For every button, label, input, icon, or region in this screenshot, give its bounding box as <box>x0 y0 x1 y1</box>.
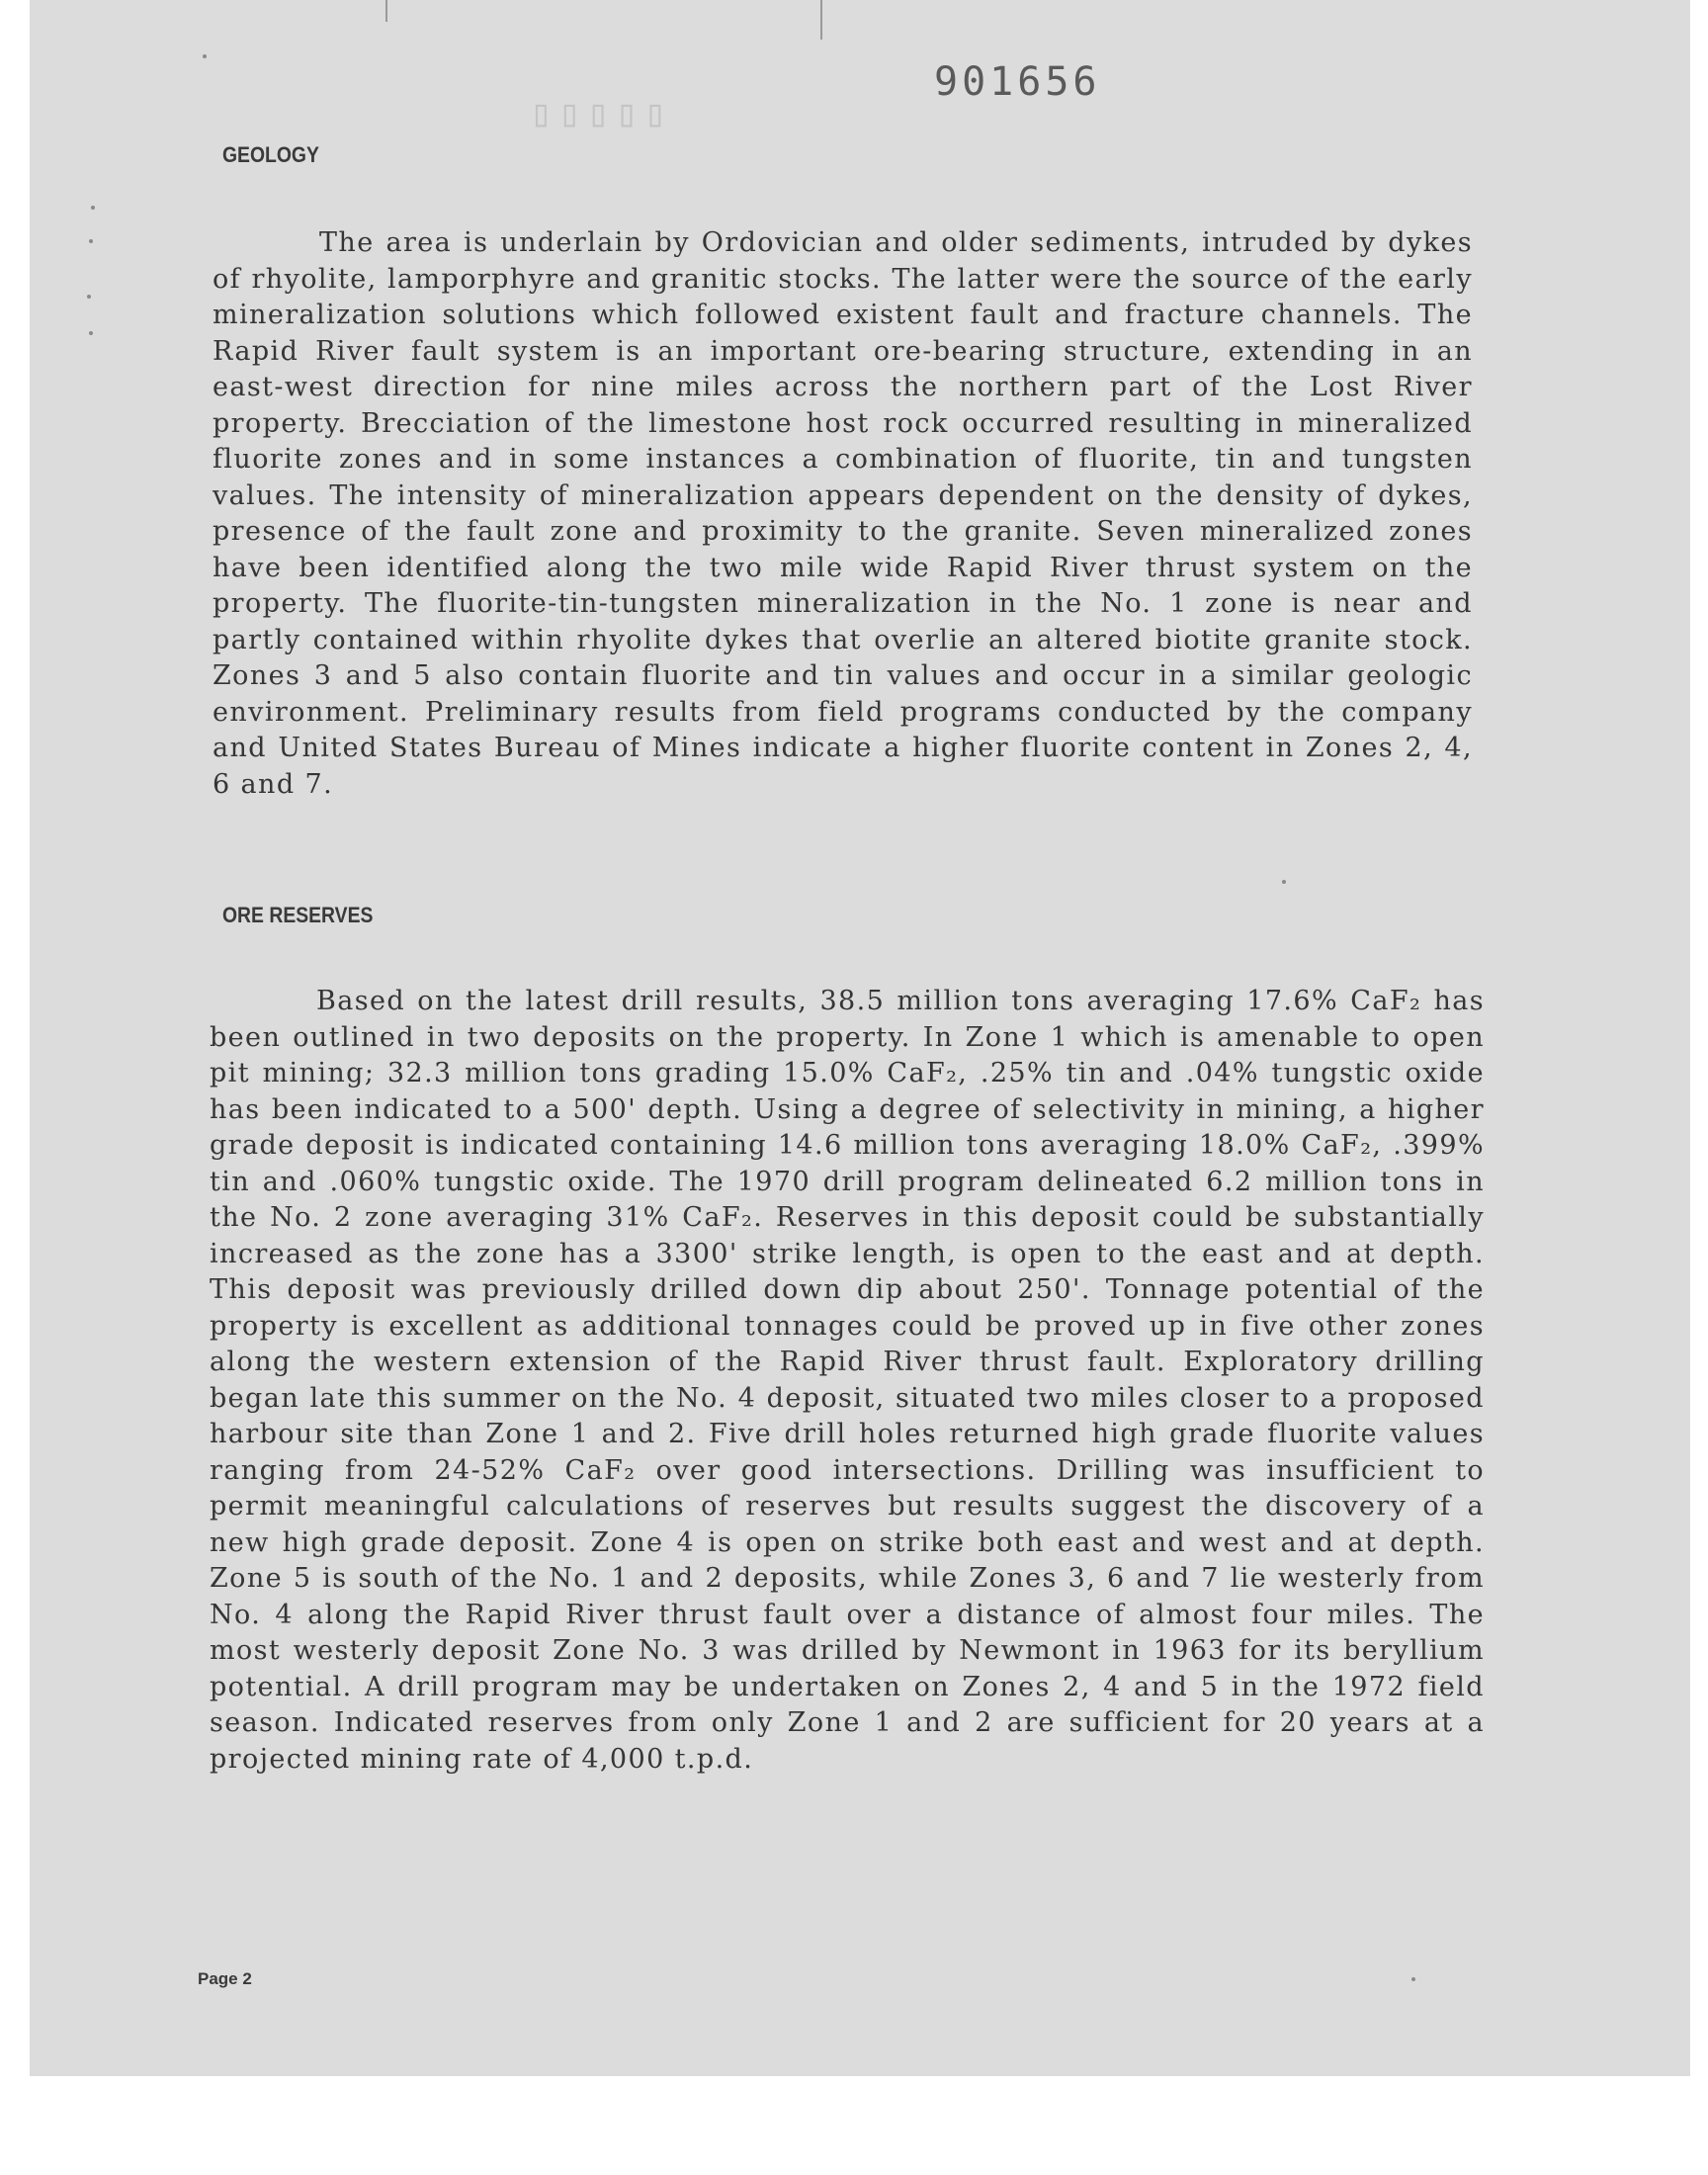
scan-speck <box>91 206 95 210</box>
scan-speck <box>87 295 91 299</box>
scanned-page <box>30 0 1690 2076</box>
ore-reserves-paragraph: Based on the latest drill results, 38.5 million tons averaging 17.6% CaF₂ has been outlined in two deposits on the property. In Zone 1 which is amenable to open pit mining; 32.3 million tons grading 15.0% CaF₂, .25% tin and .04% tungstic oxide has been indicated to a 500' depth. Using a degree of selectivity in mining, a higher grade deposit is indicated containing 14.6 million tons averaging 18.0% CaF₂, .399% tin and .060% tungstic oxide. The 1970 drill program delineated 6.2 million tons in the No. 2 zone averaging 31% CaF₂. Reserves in this deposit could be substantially increased as the zone has a 3300' strike length, is open to the east and at depth. This deposit was previously drilled down dip about 250'. Tonnage potential of the property is excellent as additional tonnages could be proved up in five other zones along the western extension of the Rapid River thrust fault. Exploratory drilling began late this summer on the No. 4 deposit, situated two miles closer to a proposed harbour site than Zone 1 and 2. Five drill holes returned high grade fluorite values ranging from 24-52% CaF₂ over good intersections. Drilling was insufficient to permit meaningful calculations of reserves but results suggest the discovery of a new high grade deposit. Zone 4 is open on strike both east and west and at depth. Zone 5 is south of the No. 1 and 2 deposits, while Zones 3, 6 and 7 lie westerly from No. 4 along the Rapid River thrust fault over a distance of almost four miles. The most westerly deposit Zone No. 3 was drilled by Newmont in 1963 for its beryllium potential. A drill program may be undertaken on Zones 2, 4 and 5 in the 1972 field season. Indicated reserves from only Zone 1 and 2 are sufficient for 20 years at a projected mining rate of 4,000 t.p.d. <box>210 986 1485 1775</box>
section-heading-geology: GEOLOGY <box>222 142 319 167</box>
scan-speck <box>1411 1977 1415 1981</box>
scan-speck <box>1282 880 1286 884</box>
bleed-through-number: ▯▯▯▯▯ <box>524 91 667 134</box>
staple-mark <box>820 0 822 40</box>
scan-speck <box>89 331 93 335</box>
section-heading-ore-reserves: ORE RESERVES <box>222 903 374 927</box>
staple-mark <box>385 0 387 22</box>
geology-paragraph: The area is underlain by Ordovician and older sediments, intruded by dykes of rhyolite, lamporphyre and granitic stocks. The latter were the source of the early mineralization solutions which followed existent fault and fracture channels. The Rapid River fault system is an important ore-bearing structure, extending in an east-west direction for nine miles across the northern part of the Lost River property. Brecciation of the limestone host rock occurred resulting in mineralized fluorite zones and in some instances a combination of fluorite, tin and tungsten values. The intensity of mineralization appears dependent on the density of dykes, presence of the fault zone and proximity to the granite. Seven mineralized zones have been identified along the two mile wide Rapid River thrust system on the property. The fluorite-tin-tungsten mineralization in the No. 1 zone is near and partly contained within rhyolite dykes that overlie an altered biotite granite stock. Zones 3 and 5 also contain fluorite and tin values and occur in a similar geologic environment. Preliminary results from field programs conducted by the company and United States Bureau of Mines indicate a higher fluorite content in Zones 2, 4, 6 and 7. <box>213 227 1473 800</box>
document-number: 901656 <box>934 59 1101 105</box>
page-number: Page 2 <box>198 1969 252 1988</box>
scan-speck <box>89 239 93 243</box>
scan-speck <box>203 54 207 58</box>
